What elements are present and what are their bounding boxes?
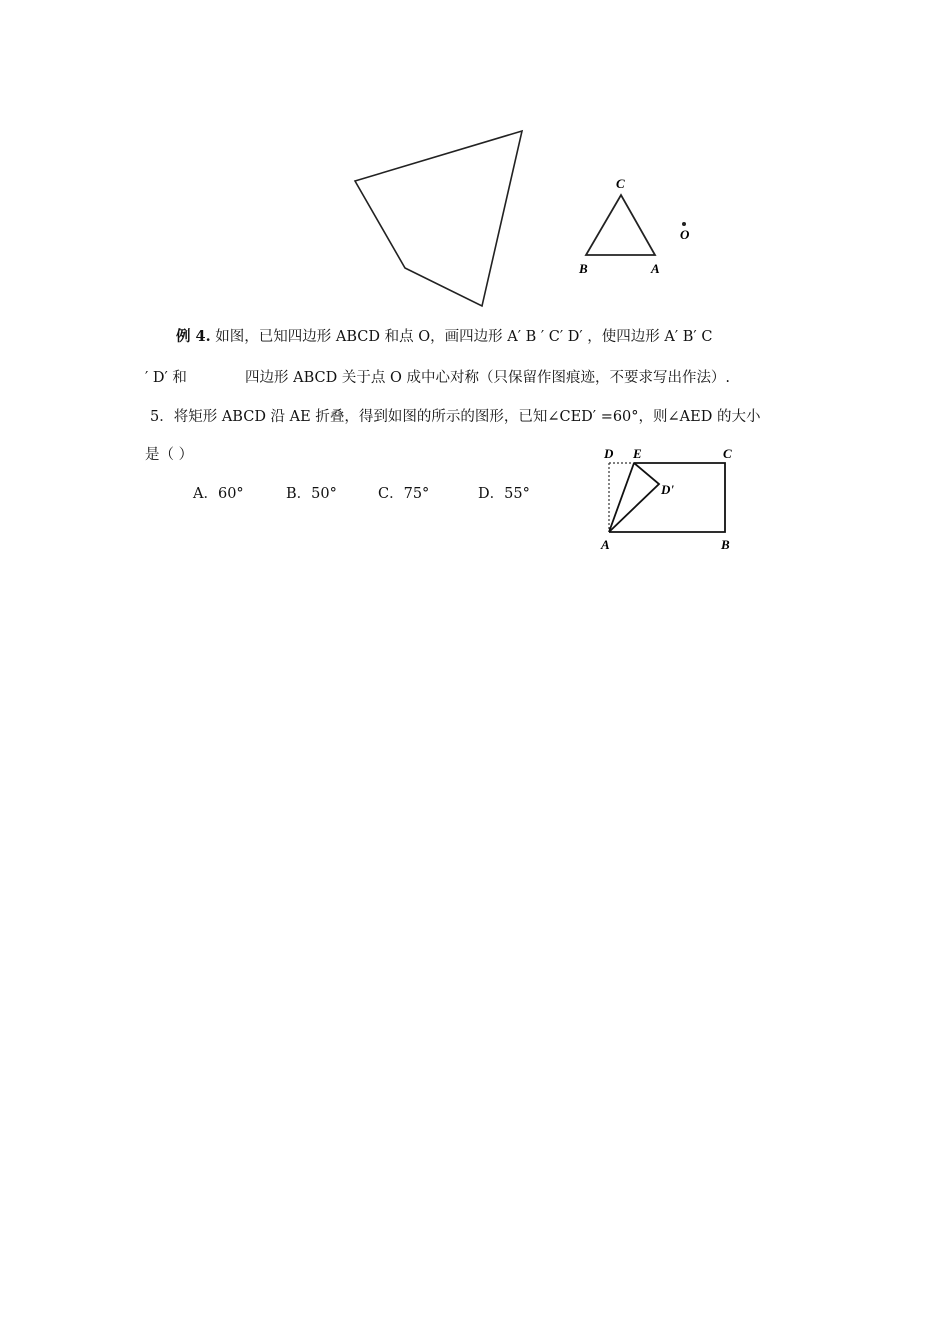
example4-line1: [176, 328, 712, 346]
option-a: A．60°: [193, 486, 244, 502]
example4-line2-start: ′ D′ 和: [145, 370, 187, 386]
label-a2: A: [601, 537, 610, 552]
option-b: B．50°: [286, 486, 337, 502]
example4-line1-text: 如图，已知四边形 ABCD 和点 O，画四边形 A′ B ′ C′ D′ ，使四边形 A′ B′ C: [215, 329, 713, 345]
label-b2: B: [721, 537, 730, 552]
folded-triangle-edges: [609, 463, 659, 532]
figure-quadrilateral-triangle: [340, 120, 710, 310]
question5-line2: 是（ ）: [145, 447, 194, 463]
example4-line2-end: 四边形 ABCD 关于点 O 成中心对称（只保留作图痕迹，不要求写出作法）.: [245, 370, 731, 386]
question5-line1: 5．将矩形 ABCD 沿 AE 折叠，得到如图的所示的图形，已知∠CED′ =60°，则∠AED 的大小: [150, 409, 761, 425]
label-c2: C: [723, 446, 732, 461]
label-d: D: [604, 446, 614, 461]
option-d: D．55°: [478, 486, 530, 502]
label-c: C: [616, 176, 625, 191]
label-a: A: [651, 261, 660, 276]
triangle-abc-shape: [586, 195, 655, 255]
quadrilateral-abcd-shape: [355, 131, 522, 306]
rectangle-ebca-outline: [609, 463, 725, 532]
label-dprime: D': [661, 482, 674, 497]
figure-folded-rectangle: [596, 440, 746, 555]
label-o: O: [680, 227, 690, 242]
fold-line-ae: [609, 463, 634, 532]
label-e: E: [633, 446, 642, 461]
example4-prefix: 例 4.: [176, 328, 211, 345]
option-c: C．75°: [378, 486, 430, 502]
point-o-dot: [682, 222, 686, 226]
label-b: B: [579, 261, 588, 276]
